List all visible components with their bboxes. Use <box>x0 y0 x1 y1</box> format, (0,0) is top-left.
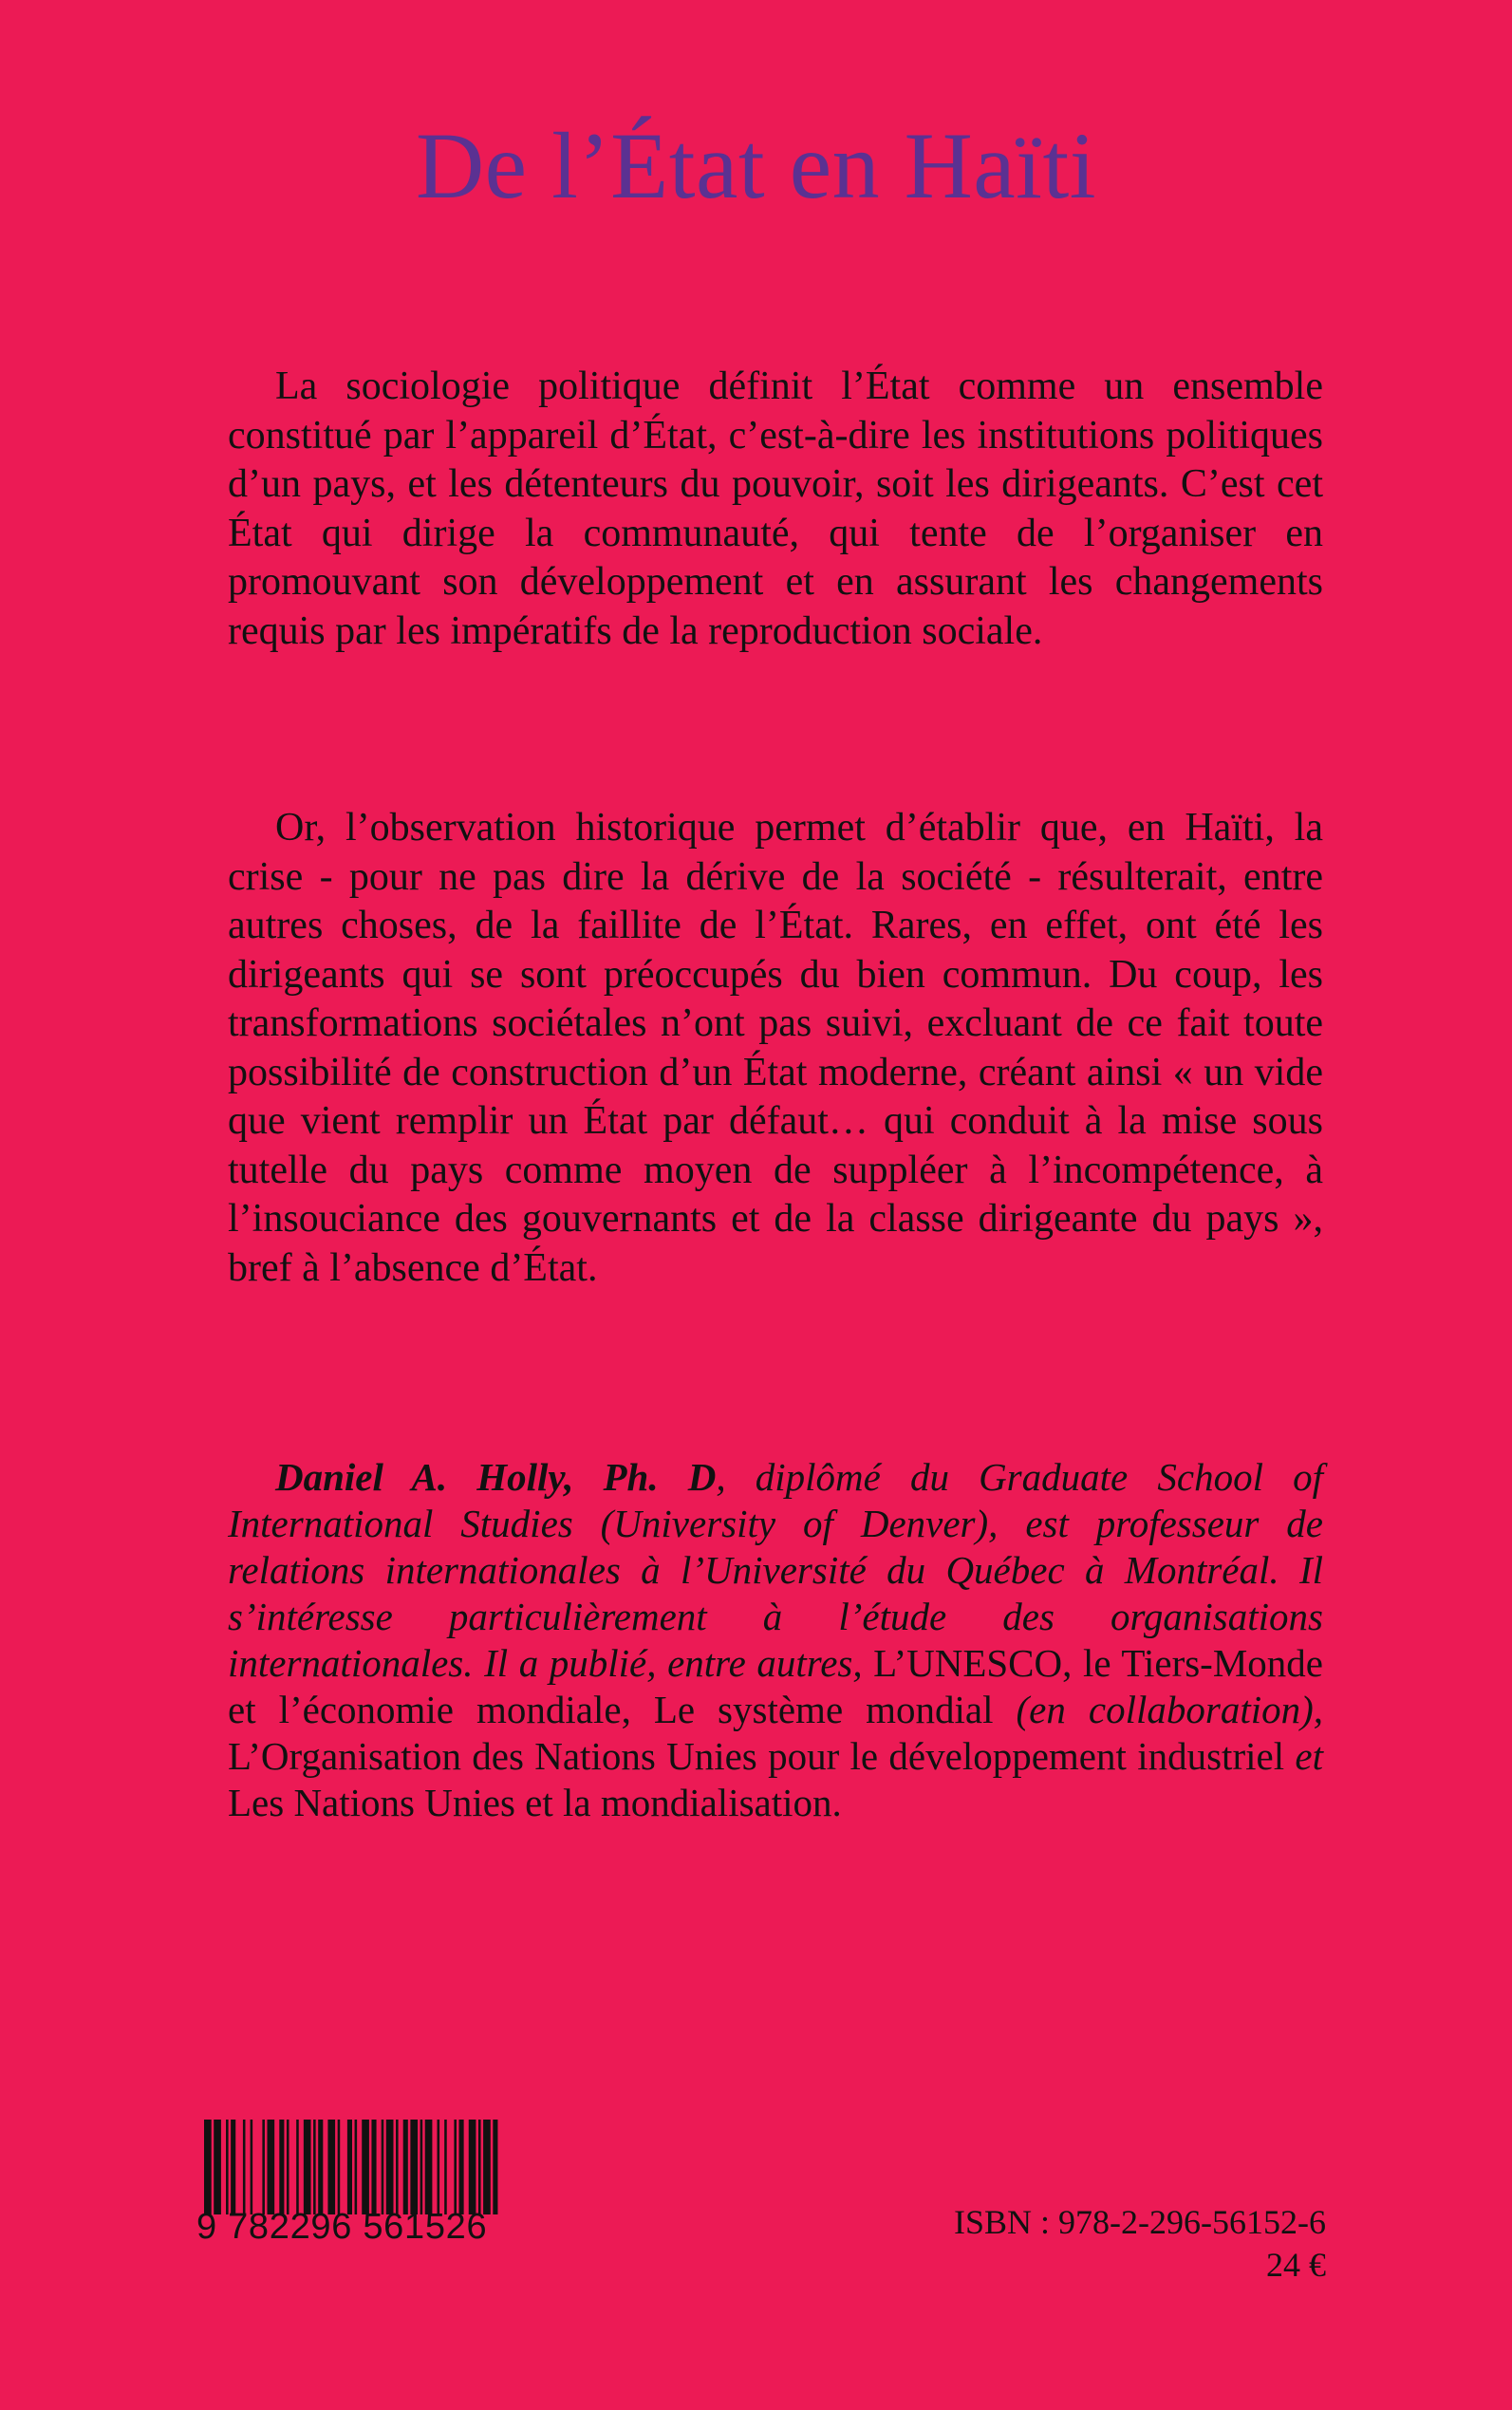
book-title: De l’État en Haïti <box>415 113 1097 218</box>
barcode-bar <box>347 2120 352 2214</box>
barcode-bar <box>459 2120 464 2214</box>
summary-paragraph-2: Or, l’observation historique permet d’établir que, en Haïti, la crise - pour ne pas dire la dérive de la société - résulterait, entre autres choses, de la faillite de l’État. Rares, en effet, ont été les dirigeants qui se sont préoccupés du bien commun. Du coup, les transformations sociétales n’ont pas suivi, excluant de ce fait toute possibilité de construction d’un État moderne, créant ainsi « un vide que vient remplir un État par défaut… qui conduit à la mise sous tutelle du pays comme moyen de suppléer à l’incompétence, à l’insouciance des gouvernants et de la classe dirigeante du pays », bref à l’absence d’État. <box>228 806 1323 1290</box>
barcode-bar <box>231 2120 235 2214</box>
barcode-bar <box>296 2120 299 2214</box>
barcode-bar <box>262 2120 265 2214</box>
barcode-bar <box>355 2120 358 2214</box>
barcode-bar <box>396 2120 399 2214</box>
barcode-bar <box>469 2120 476 2214</box>
author-bio: Daniel A. Holly, Ph. D, diplômé du Graduate School of International Studies (University of Denver), est professeur de relations internationales à l’Université du Québec à Montréal. Il s’intéresse particulièrement à l’étude des organisations internationales. Il a publié, entre autres, L’UNESCO, le Tiers-Monde et l’économie mondiale, Le système mondial (en collaboration), L’Organisation des Nations Unies pour le développement industriel et Les Nations Unies et la mondialisation. <box>228 1455 1323 1824</box>
barcode-bar <box>287 2120 289 2214</box>
barcode-bar <box>438 2120 440 2214</box>
barcode-bar <box>226 2120 229 2214</box>
barcode-bars <box>204 2120 500 2214</box>
barcode-bar <box>318 2120 323 2214</box>
summary-paragraph-1: La sociologie politique définit l’État comme un ensemble constitué par l’appareil d’État, c’est-à-dire les institutions politiques d’un pays, et les détenteurs du pouvoir, soit les dirigeants. C’est cet État qui dirige la communauté, qui tente de l’organiser en promouvant son développement et en assurant les changements requis par les impératifs de la reproduction sociale. <box>228 364 1323 653</box>
author-name: Daniel A. Holly, Ph. D <box>275 1455 717 1499</box>
barcode-bar <box>243 2120 246 2214</box>
barcode-bar <box>267 2120 274 2214</box>
isbn: ISBN : 978-2-296-56152-6 <box>954 2203 1326 2241</box>
barcode-bar <box>403 2120 408 2214</box>
barcode-bar <box>204 2120 212 2214</box>
barcode-bar <box>425 2120 433 2214</box>
barcode-bar <box>478 2120 481 2214</box>
barcode-bar <box>279 2120 284 2214</box>
barcode-bar <box>410 2120 418 2214</box>
barcode-bar <box>327 2120 335 2214</box>
barcode-bar <box>444 2120 447 2214</box>
barcode-bar <box>313 2120 316 2214</box>
barcode-bar <box>493 2120 497 2214</box>
barcode-bar <box>386 2120 394 2214</box>
barcode-bar <box>338 2120 341 2214</box>
barcode-bar <box>304 2120 311 2214</box>
barcode-bar <box>483 2120 491 2214</box>
barcode-bar <box>362 2120 369 2214</box>
price: 24 € <box>1266 2246 1326 2284</box>
barcode-bar <box>382 2120 384 2214</box>
barcode <box>196 2120 510 2252</box>
barcode-bar <box>371 2120 376 2214</box>
barcode-digits: 9 782296 561526 <box>196 2207 488 2247</box>
barcode-bar <box>454 2120 457 2214</box>
barcode-bar <box>420 2120 423 2214</box>
barcode-bar <box>251 2120 253 2214</box>
barcode-bar <box>214 2120 221 2214</box>
